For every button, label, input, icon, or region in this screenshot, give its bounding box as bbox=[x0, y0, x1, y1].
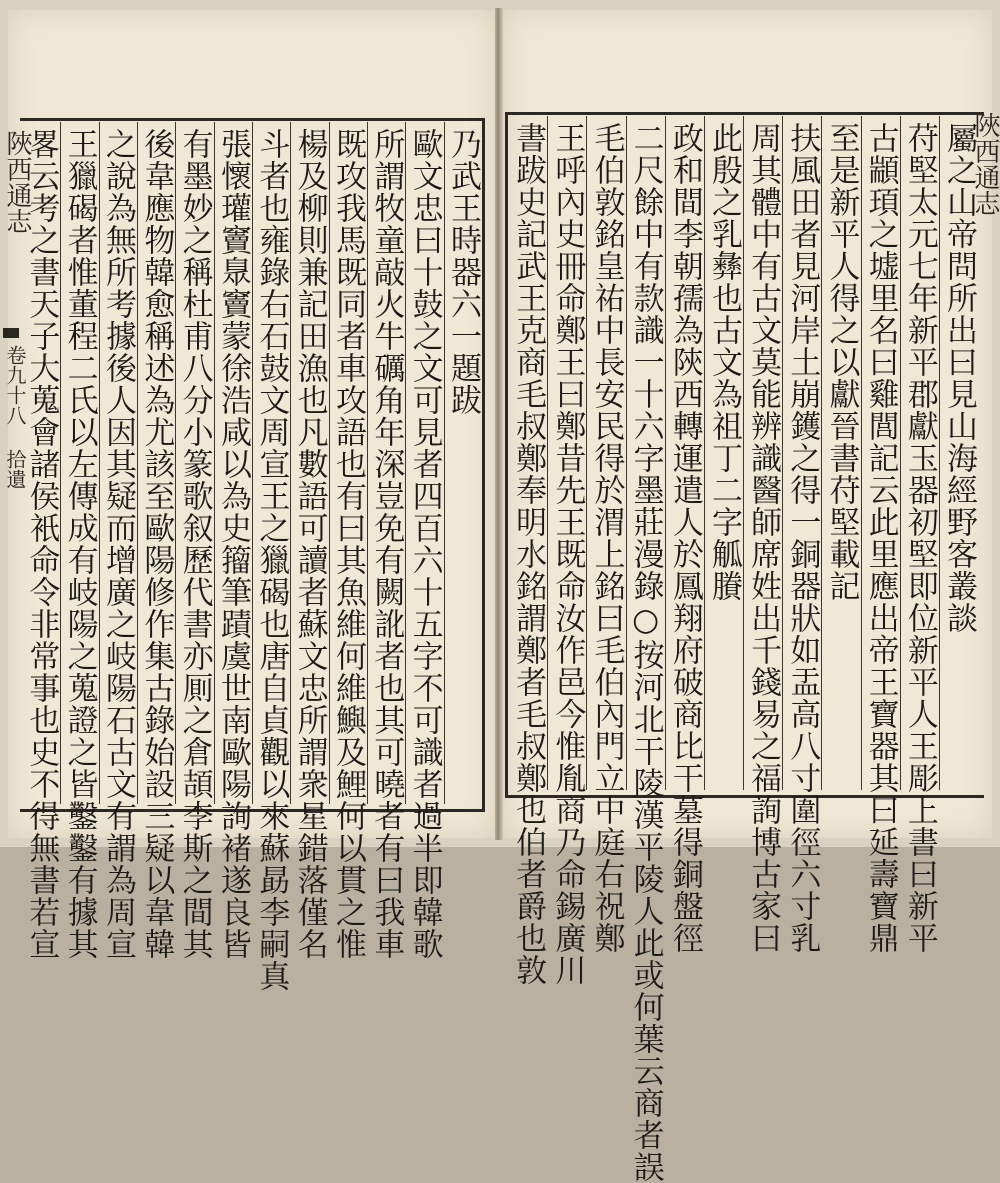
right-column-10: 毛伯敦銘皇祐中長安民得於渭上銘曰毛伯內門立中庭右祝鄭 bbox=[588, 122, 625, 954]
right-column-rule bbox=[900, 116, 901, 790]
right-column-rule bbox=[586, 116, 587, 790]
left-column-9: 後韋應物韓愈稱述為尤該至歐陽修作集古錄始設三疑以韋韓 bbox=[138, 128, 175, 960]
left-column-5: 楊及柳則兼記田漁也凡數語可讀者蘇文忠所謂衆星錯落僅名 bbox=[291, 128, 328, 960]
left-column-rule bbox=[290, 122, 291, 804]
right-column-3: 古顓頊之墟里名曰雞閭記云此里應出帝王寶器其曰延壽寶鼎 bbox=[862, 122, 899, 954]
right-column-rule bbox=[704, 116, 705, 790]
right-column-rule bbox=[861, 116, 862, 790]
left-column-rule bbox=[175, 122, 176, 804]
left-column-rule bbox=[405, 122, 406, 804]
book-gutter bbox=[495, 8, 503, 840]
left-column-rule bbox=[137, 122, 138, 804]
left-column-3: 所謂牧童敲火牛礪角年深豈免有闕訛者也其可曉者有曰我車 bbox=[368, 128, 405, 960]
left-column-rule bbox=[367, 122, 368, 804]
left-section-label: 卷九十八 拾遺 bbox=[3, 345, 27, 489]
right-column-4: 至是新平人得之以獻晉書苻堅載記 bbox=[823, 122, 860, 602]
left-running-title: 陜西通志 bbox=[2, 130, 32, 234]
left-column-rule bbox=[60, 122, 61, 804]
right-column-7: 此殷之乳彝也古文為祖丁二字觚賸 bbox=[705, 122, 742, 602]
left-column-6: 斗者也雍錄右石鼓文周宣王之獵碣也唐自貞觀以來蘇勗李嗣真 bbox=[253, 128, 290, 992]
right-column-12: 書跋史記武王克商毛叔鄭奉明水銘謂鄭者毛叔鄭也伯者爵也敦 bbox=[510, 122, 547, 986]
right-column-5: 扶風田者見河岸土崩鑊之得一銅器狀如盂高八寸圍徑六寸乳 bbox=[784, 122, 821, 954]
right-column-11: 王呼內史冊命鄭王曰鄭昔先王既命汝作邑今惟胤商乃命錫廣川 bbox=[549, 122, 586, 986]
left-column-12: 畧云考之書天子大蒐會諸侯衹命令非常事也史不得無書若宣 bbox=[23, 128, 60, 960]
right-column-1: 屬之山帝問所出曰見山海經野客叢談 bbox=[940, 122, 977, 634]
right-column-6: 周其體中有古文莫能辨識醫師席姓出千錢易之福詢博古家曰 bbox=[745, 122, 782, 954]
left-column-10: 之說為無所考據後人因其疑而增廣之岐陽石古文有謂為周宣 bbox=[99, 128, 136, 960]
right-column-rule bbox=[626, 116, 627, 790]
right-column-rule bbox=[939, 116, 940, 790]
right-column-8: 政和間李朝孺為陝西轉運遣人於鳳翔府破商比干墓得銅盤徑 bbox=[666, 122, 703, 954]
right-column-rule bbox=[665, 116, 666, 790]
left-column-1: 乃武王時器六一題跋 bbox=[444, 128, 481, 416]
left-column-rule bbox=[99, 122, 100, 804]
left-column-rule bbox=[444, 122, 445, 804]
left-column-4: 既攻我馬既同者車攻語也有曰其魚維何維鱮及鯉何以貫之惟 bbox=[329, 128, 366, 960]
right-column-2: 苻堅太元七年新平郡獻玉器初堅即位新平人王彫上書曰新平 bbox=[901, 122, 938, 954]
left-column-11: 王獵碣者惟董程二氏以左傳成有岐陽之蒐證之皆鑿鑿有據其 bbox=[61, 128, 98, 960]
left-column-2: 歐文忠曰十鼓之文可見者四百六十五字不可識者過半即韓歌 bbox=[406, 128, 443, 960]
right-running-title: 陜西通志 bbox=[970, 112, 1000, 216]
left-column-7: 張懷瓘竇臮竇蒙徐浩咸以為史籀筆蹟虞世南歐陽詢褚遂良皆 bbox=[214, 128, 251, 960]
right-column-9: 二尺餘中有款識一十六字墨莊漫錄○按河北干陵漢平陵人此或何葉云商者誤 bbox=[627, 122, 664, 1183]
left-column-rule bbox=[329, 122, 330, 804]
left-column-8: 有墨妙之稱杜甫八分小篆歌叙歷代書亦厠之倉頡李斯之間其 bbox=[176, 128, 213, 960]
right-column-rule bbox=[547, 116, 548, 790]
fishtail-mark bbox=[3, 328, 19, 338]
right-column-rule bbox=[782, 116, 783, 790]
right-column-rule bbox=[743, 116, 744, 790]
right-column-rule bbox=[821, 116, 822, 790]
left-column-rule bbox=[252, 122, 253, 804]
left-column-rule bbox=[214, 122, 215, 804]
